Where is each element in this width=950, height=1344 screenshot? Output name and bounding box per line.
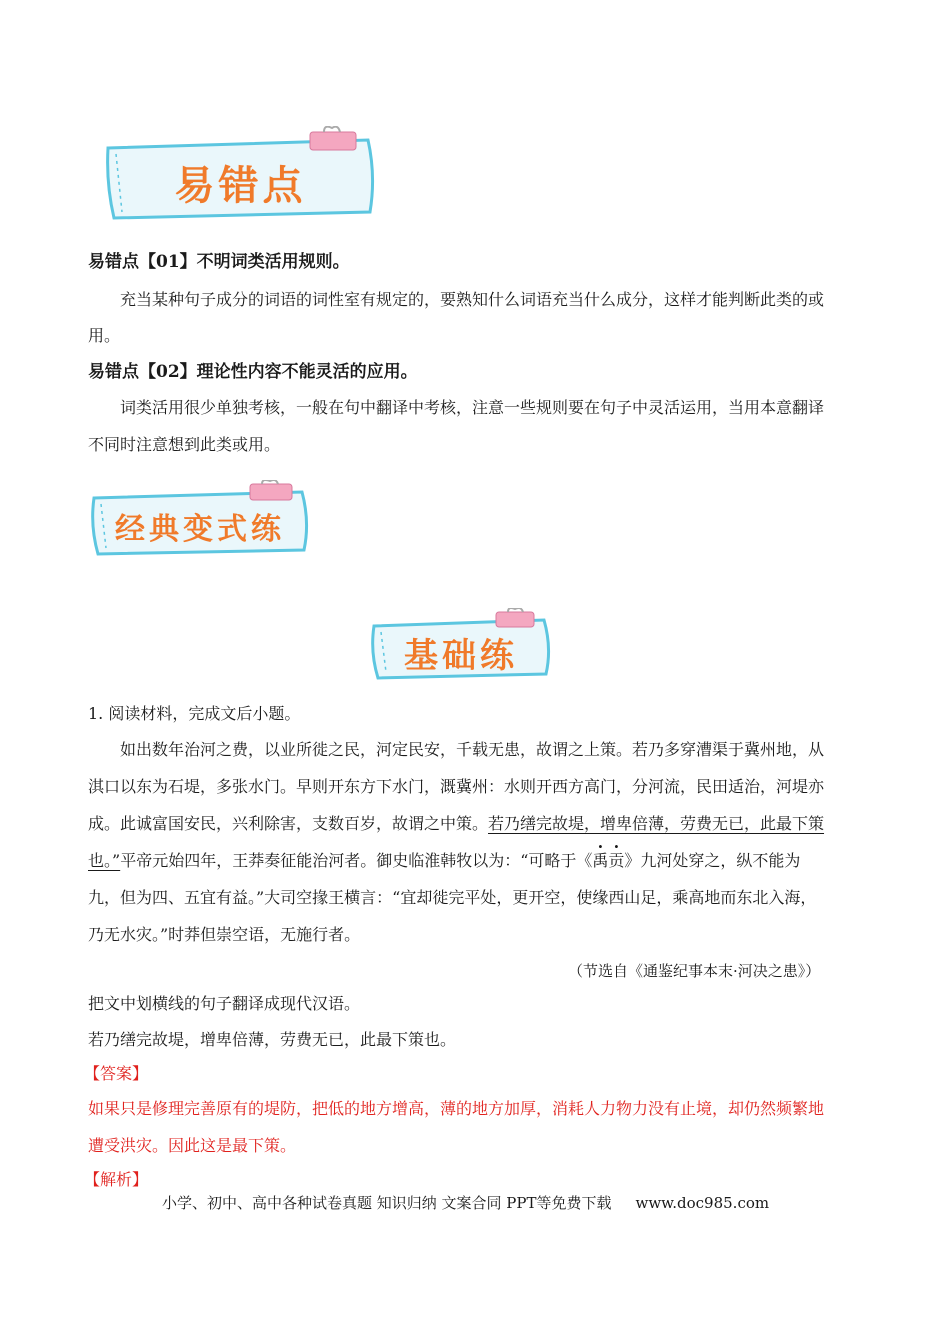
answer-label: 【答案】 bbox=[84, 1064, 149, 1083]
question-prompt: 1. 阅读材料，完成文后小题。 bbox=[88, 704, 301, 723]
point-2-line-1: 词类活用很少单独考核，一般在句中翻译中考核，注意一些规则要在句子中灵活运用，当用本意翻译 bbox=[120, 398, 825, 417]
footer-url[interactable]: www.doc985.com bbox=[635, 1194, 770, 1212]
answer-line-1: 如果只是修理完善原有的堤防，把低的地方增高，薄的地方加厚，消耗人力物力没有止境，却仍然频繁地 bbox=[88, 1099, 825, 1118]
passage-line-4 bbox=[88, 851, 800, 871]
point-2-title: 易错点【02】理论性内容不能灵活的应用。 bbox=[88, 362, 418, 382]
banner-jichu-lian bbox=[366, 608, 556, 684]
point-1-title: 易错点【01】不明词类活用规则。 bbox=[88, 252, 350, 272]
banner-title: 基础练 bbox=[404, 636, 518, 676]
passage-text: 平帝元始四年，王莽奏征能治河者。御史临淮韩牧以为：“可略于《 bbox=[120, 851, 593, 870]
point-2-line-2: 不同时注意想到此类或用。 bbox=[88, 435, 281, 454]
banner-title: 经典变式练 bbox=[115, 512, 285, 547]
banner-title: 易错点 bbox=[174, 163, 307, 209]
passage-line-1: 如出数年治河之费，以业所徙之民，河定民安，千载无患，故谓之上策。若乃多穿漕渠于冀州地，从 bbox=[120, 740, 825, 759]
underlined-sentence-end: 也。” bbox=[88, 851, 121, 870]
banner-jingdian-bianshi-lian bbox=[86, 480, 314, 560]
footer bbox=[162, 1192, 769, 1213]
instruction: 把文中划横线的句子翻译成现代汉语。 bbox=[88, 994, 361, 1013]
emphasis-char: 禹 bbox=[592, 851, 609, 870]
passage-text: 》九河处穿之，纵不能为 bbox=[624, 851, 801, 870]
underlined-sentence: 若乃缮完故堤，增卑倍薄，劳费无已，此最下策 bbox=[488, 814, 825, 833]
answer-line-2: 遭受洪灾。因此这是最下策。 bbox=[88, 1136, 297, 1155]
passage-line-5: 九，但为四、五宜有益。”大司空掾王横言：“宜却徙完平处，更开空，使缘西山足，乘高地而东北入海， bbox=[88, 888, 817, 907]
point-1-line-2: 用。 bbox=[88, 326, 121, 345]
passage-line-3 bbox=[88, 814, 824, 834]
analysis-label: 【解析】 bbox=[84, 1170, 149, 1189]
footer-text: 小学、初中、高中各种试卷真题 知识归纳 文案合同 PPT等免费下载 bbox=[162, 1194, 612, 1212]
passage-line-6: 乃无水灾。”时莽但崇空语，无施行者。 bbox=[88, 925, 361, 944]
point-1-line-1: 充当某种句子成分的词语的词性室有规定的，要熟知什么词语充当什么成分，这样才能判断此类的或 bbox=[120, 290, 825, 309]
passage-text: 成。此诚富国安民，兴利除害，支数百岁，故谓之中策。 bbox=[88, 814, 489, 833]
passage-source: （节选自《通鉴纪事本末·河决之患》） bbox=[568, 962, 821, 980]
banner-yicuodian bbox=[98, 126, 383, 226]
passage-line-2: 淇口以东为石堤，多张水门。早则开东方下水门，溉冀州：水则开西方高门，分河流，民田适治，河堤亦 bbox=[88, 777, 825, 796]
target-sentence: 若乃缮完故堤，增卑倍薄，劳费无已，此最下策也。 bbox=[88, 1030, 457, 1049]
emphasis-char: 贡 bbox=[608, 851, 625, 870]
